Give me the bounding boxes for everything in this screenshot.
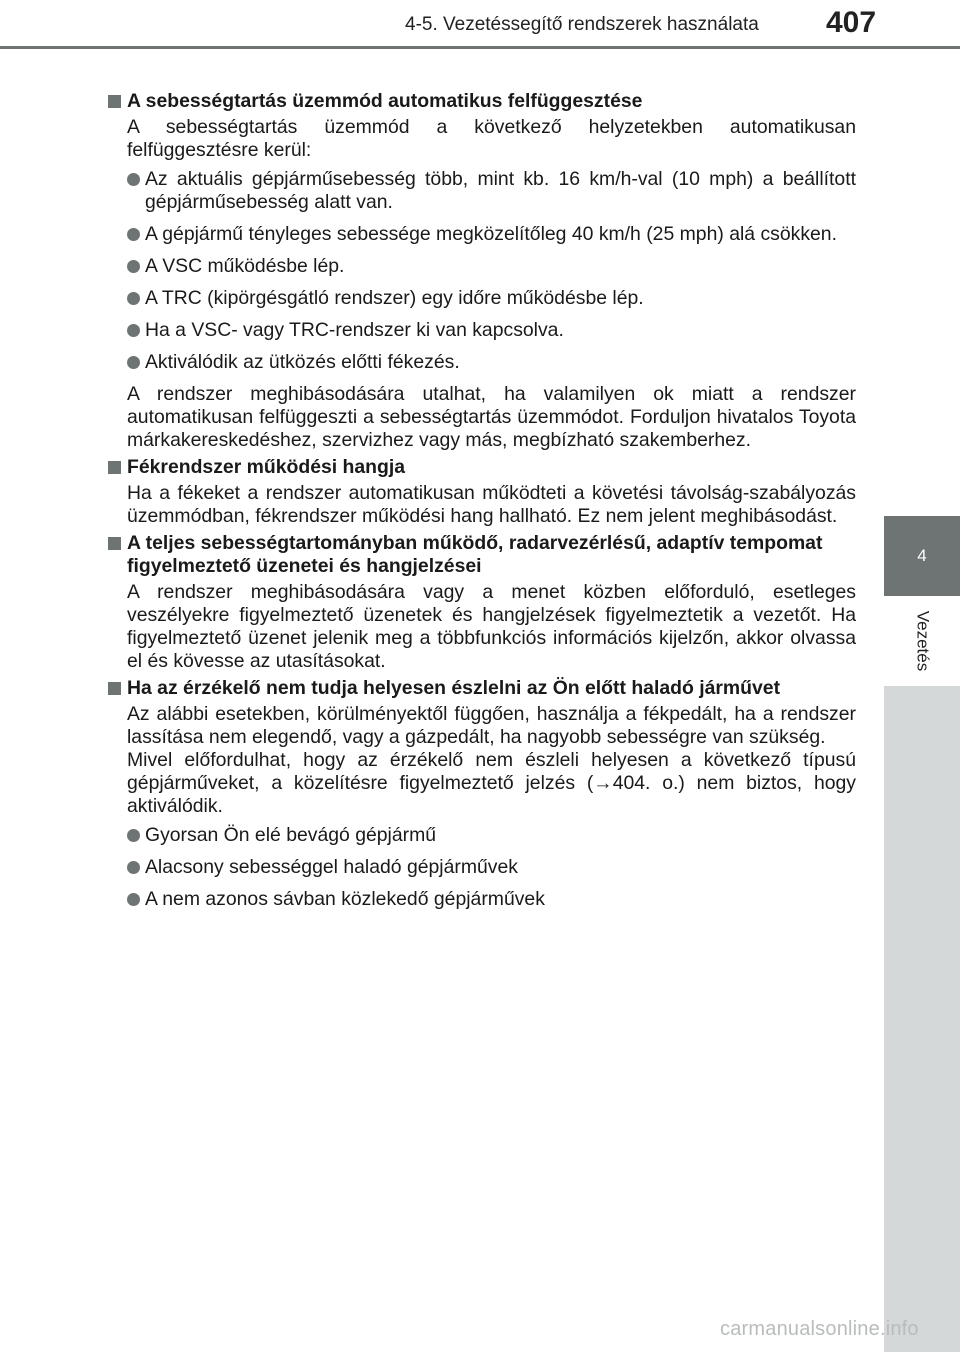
list-item: Gyorsan Ön elé bevágó gépjármű [145,824,856,847]
section-heading: A teljes sebességtartományban működő, radarvezérlésű, adaptív tempomat figyelmeztető üzenetei és hangjelzései [108,532,856,578]
paragraph: A rendszer meghibásodására vagy a menet közben előforduló, esetleges veszélyekre figyelmeztető üzenetek és hangjelzések figyelmeztetik a vezetőt. Ha figyelmeztető üzenet jelenik meg a többfunkciós információs kijelzőn, akkor olvassa el és kövesse az utasításokat. [127,581,856,672]
list-item: A VSC működésbe lép. [145,255,856,278]
round-bullet-icon [127,861,140,874]
list-item: A gépjármű tényleges sebessége megközelítőleg 40 km/h (25 mph) alá csökken. [145,223,856,246]
chapter-label-box [884,596,960,686]
chapter-tab [884,516,960,596]
round-bullet-icon [127,173,140,186]
chapter-sidebar [884,686,960,1352]
round-bullet-icon [127,292,140,305]
paragraph: A rendszer meghibásodására utalhat, ha valamilyen ok miatt a rendszer automatikusan felfüggeszti a sebességtartás üzemmódot. Forduljon hivatalos Toyota márkakereskedéshez, szervizhez vagy más, megbízható szakemberhez. [127,383,856,451]
page-number: 407 [826,6,877,39]
square-bullet-icon [108,537,121,550]
square-bullet-icon [108,461,121,474]
running-header: 4-5. Vezetéssegítő rendszerek használata [405,14,759,35]
paragraph: Az alábbi esetekben, körülményektől függően, használja a fékpedált, ha a rendszer lassítása nem elegendő, vagy a gázpedált, ha nagyobb sebességre van szükség. [127,703,856,748]
round-bullet-icon [127,324,140,337]
square-bullet-icon [108,682,121,695]
list-item: A nem azonos sávban közlekedő gépjárművek [145,888,856,911]
round-bullet-icon [127,893,140,906]
chapter-number: 4 [917,546,927,565]
chapter-label: Vezetés [913,610,932,672]
list-item: Az aktuális gépjárműsebesség több, mint kb. 16 km/h-val (10 mph) a beállított gépjárműsebesség alatt van. [145,168,856,214]
list-item: Ha a VSC- vagy TRC-rendszer ki van kapcsolva. [145,319,856,342]
paragraph: Ha a fékeket a rendszer automatikusan működteti a követési távolság-szabályozás üzemmódban, fékrendszer működési hang hallható. Ez nem jelent meghibásodást. [127,482,856,527]
section-heading: A sebességtartás üzemmód automatikus felfüggesztése [108,90,856,113]
watermark: carmanualsonline.info [720,1318,919,1340]
section-heading: Ha az érzékelő nem tudja helyesen észlelni az Ön előtt haladó járművet [108,677,856,700]
page-content [108,90,856,920]
round-bullet-icon [127,260,140,273]
paragraph: A sebességtartás üzemmód a következő helyzetekben automatikusan felfüggesztésre kerül: [127,116,856,161]
round-bullet-icon [127,228,140,241]
paragraph: Mivel előfordulhat, hogy az érzékelő nem észleli helyesen a következő típusú gépjárműveket, a közelítésre figyelmeztető jelzés (→404. o.) nem biztos, hogy aktiválódik. [127,749,856,817]
list-item: Aktiválódik az ütközés előtti fékezés. [145,351,856,374]
round-bullet-icon [127,829,140,842]
section-heading: Fékrendszer működési hangja [108,456,856,479]
list-item: A TRC (kipörgésgátló rendszer) egy időre működésbe lép. [145,287,856,310]
round-bullet-icon [127,356,140,369]
list-item: Alacsony sebességgel haladó gépjárművek [145,856,856,879]
header-divider [0,46,960,49]
square-bullet-icon [108,95,121,108]
